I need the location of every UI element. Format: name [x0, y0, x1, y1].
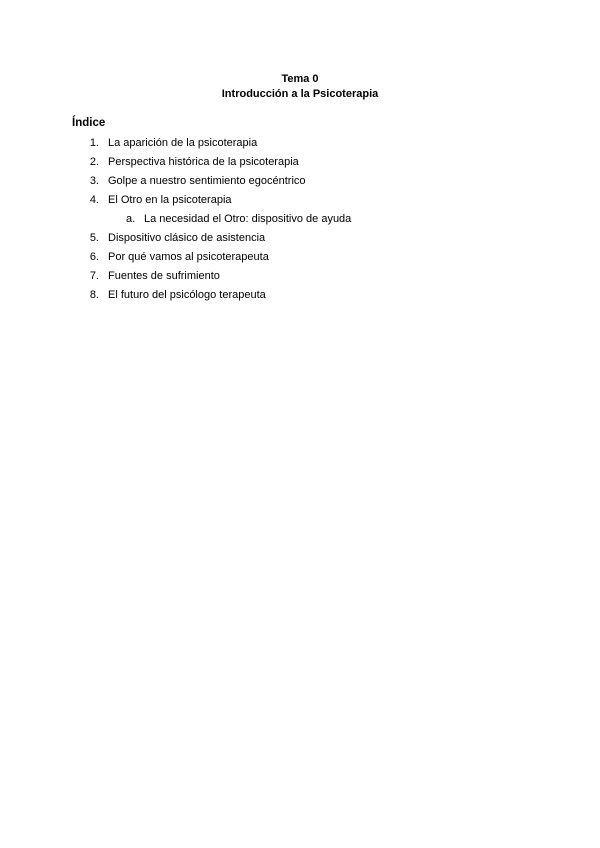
- toc-item-number: 4.: [89, 194, 99, 206]
- toc-item-number: 6.: [89, 251, 99, 263]
- toc-item-number: 8.: [89, 289, 99, 301]
- toc-subitem-text: La necesidad el Otro: dispositivo de ayuda: [144, 213, 352, 225]
- toc-item: [72, 229, 532, 248]
- document-subtitle: Introducción a la Psicoterapia: [221, 88, 379, 100]
- index-heading: Índice: [72, 117, 106, 129]
- toc-item-text: La aparición de la psicoterapia: [108, 137, 258, 149]
- toc-item-text: Por qué vamos al psicoterapeuta: [108, 251, 269, 263]
- table-of-contents: [72, 134, 532, 305]
- toc-item: [72, 172, 532, 191]
- toc-item-text: Dispositivo clásico de asistencia: [108, 232, 266, 244]
- toc-item-text: El Otro en la psicoterapia: [108, 194, 232, 206]
- toc-item-number: 3.: [89, 175, 99, 187]
- toc-subitem: [72, 210, 532, 229]
- toc-item-number: 7.: [89, 270, 99, 282]
- document-title: Tema 0: [281, 73, 319, 85]
- toc-item: [72, 134, 532, 153]
- toc-subitem-letter: a.: [126, 213, 136, 225]
- toc-item: [72, 286, 532, 305]
- title-block: [0, 72, 600, 102]
- toc-item-text: Perspectiva histórica de la psicoterapia: [108, 156, 299, 168]
- toc-item-number: 2.: [89, 156, 99, 168]
- toc-item-text: Fuentes de sufrimiento: [108, 270, 220, 282]
- toc-item-number: 1.: [89, 137, 99, 149]
- toc-item: [72, 267, 532, 286]
- toc-item-text: Golpe a nuestro sentimiento egocéntrico: [108, 175, 306, 187]
- toc-item: [72, 248, 532, 267]
- toc-item-number: 5.: [89, 232, 99, 244]
- toc-item: [72, 153, 532, 172]
- toc-item-text: El futuro del psicólogo terapeuta: [108, 289, 266, 301]
- toc-item: [72, 191, 532, 210]
